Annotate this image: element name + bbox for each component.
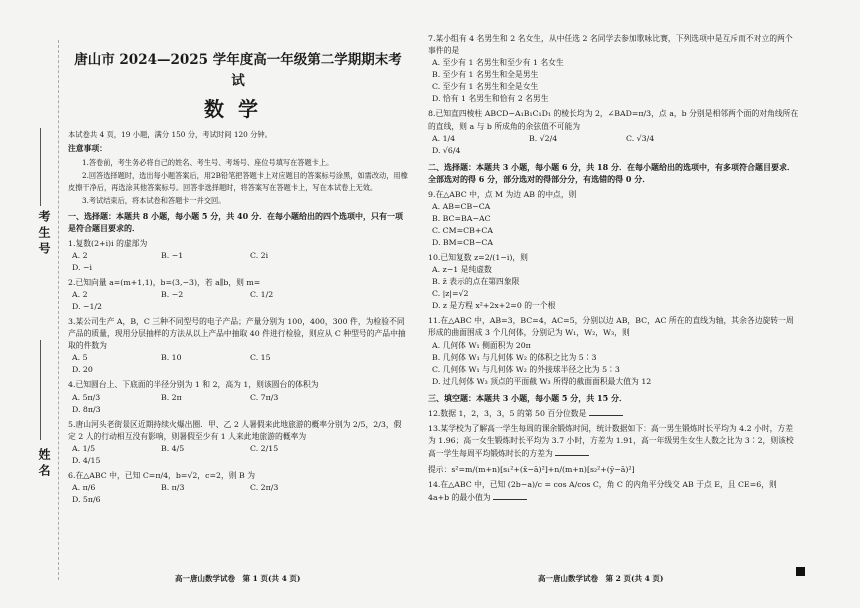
exam-no-label: 考生号 bbox=[37, 210, 51, 258]
exam-no-line bbox=[40, 128, 41, 206]
answer-option: A. 5 bbox=[72, 353, 88, 363]
answer-option: C. 7π/3 bbox=[250, 392, 279, 402]
question-stem: 10.已知复数 z=2/(1−i)，则 bbox=[428, 252, 528, 262]
option-list bbox=[428, 340, 800, 388]
option-list bbox=[428, 201, 800, 249]
answer-blank bbox=[589, 407, 623, 416]
answer-option: C. 2i bbox=[250, 250, 269, 260]
section-one-heading: 一、选择题：本题共 8 小题，每小题 5 分，共 40 分．在每小题给出的四个选项中，只有一项是符合题目要求的． bbox=[68, 210, 403, 234]
subject-title: 数学 bbox=[204, 96, 272, 121]
answer-option: A. π/6 bbox=[72, 483, 96, 493]
option-list bbox=[68, 289, 408, 313]
question bbox=[68, 419, 408, 467]
fill-question bbox=[428, 479, 800, 504]
option-list bbox=[428, 57, 800, 105]
answer-option: B. 10 bbox=[161, 353, 182, 363]
answer-option: D. −i bbox=[72, 262, 92, 272]
fill-question bbox=[428, 407, 800, 420]
question bbox=[428, 189, 800, 249]
answer-option: B. π/3 bbox=[161, 483, 185, 493]
answer-option: B. √2/4 bbox=[529, 133, 558, 143]
question-stem: 1.复数(2+i)i 的虚部为 bbox=[68, 238, 148, 248]
fill-question bbox=[428, 423, 800, 460]
answer-option: D. 20 bbox=[72, 365, 93, 375]
question-stem: 2.已知向量 a=(m+1,1)，b=(3,−3)，若 a∥b，则 m= bbox=[68, 277, 261, 287]
multi-choice-list bbox=[428, 189, 800, 388]
question-stem: 11.在△ABC 中，AB=3，BC=4，AC=5，分别以边 AB，BC，AC 所在的直线为轴，其余各边旋转一周形成的曲面围成 3 个几何体，分别记为 W₁，W₂，W₃，则 bbox=[428, 316, 794, 338]
answer-option: A. 5π/3 bbox=[72, 392, 101, 402]
answer-blank bbox=[493, 491, 527, 500]
answer-blank bbox=[555, 447, 589, 456]
answer-option: C. 1/2 bbox=[250, 289, 274, 299]
footer-page-one: 高一唐山数学试卷 第 1 页(共 4 页) bbox=[175, 574, 301, 583]
answer-option: D. 过几何体 W₃ 顶点的平面截 W₃ 所得的截面面积最大值为 12 bbox=[432, 376, 652, 386]
answer-option: C. 15 bbox=[250, 353, 271, 363]
answer-option: A. AB=CB−CA bbox=[432, 201, 491, 211]
answer-option: C. 至少有 1 名男生和全是女生 bbox=[432, 82, 539, 92]
name-line bbox=[40, 340, 41, 440]
page-one bbox=[68, 30, 408, 506]
answer-option: A. z−1 是纯虚数 bbox=[432, 265, 492, 275]
answer-option: B. −1 bbox=[161, 250, 184, 260]
option-list bbox=[68, 250, 408, 274]
question-stem: 9.在△ABC 中，点 M 为边 AB 的中点，则 bbox=[428, 189, 577, 199]
answer-option: C. |z|=√2 bbox=[432, 289, 469, 299]
answer-option: D. 8π/3 bbox=[72, 404, 101, 414]
answer-option: C. CM=CB+CA bbox=[432, 225, 493, 235]
fill-question-list bbox=[428, 407, 800, 504]
option-list bbox=[428, 133, 800, 157]
corner-mark bbox=[796, 567, 805, 576]
notice-item: 3.考试结束后，将本试卷和答题卡一并交回。 bbox=[82, 195, 226, 205]
question-stem: 5.唐山河头老街景区近期持续火爆出圈．甲、乙 2 人暑假来此地旅游的概率分别为 2/5，2/3，假定 2 人的行动相互没有影响，则暑假至少有 1 人来此地旅游的概率为 bbox=[68, 419, 402, 441]
name-label: 姓名 bbox=[37, 448, 51, 480]
fill-question bbox=[428, 464, 800, 476]
answer-option: B. −2 bbox=[161, 289, 184, 299]
question-stem: 3.某公司生产 A，B，C 三种不同型号的电子产品；产量分别为 100，400，300 件，为检验不同产品的质量，现用分层抽样的方法从以上产品中抽取 40 件进行检验，则应从 C 种型号的产品中抽取的件数为 bbox=[68, 317, 406, 351]
option-list bbox=[68, 392, 408, 416]
footer-page-two: 高一唐山数学试卷 第 2 页(共 4 页) bbox=[538, 574, 664, 583]
answer-option: A. 至少有 1 名男生和至少有 1 名女生 bbox=[432, 58, 564, 68]
notice-item: 1.答卷前，考生务必将自己的姓名、考生号、考场号、座位号填写在答题卡上。 bbox=[82, 158, 334, 168]
answer-option: A. 2 bbox=[72, 250, 88, 260]
answer-option: D. 5π/6 bbox=[72, 495, 101, 505]
page-two bbox=[428, 30, 800, 504]
option-list bbox=[68, 482, 408, 506]
answer-option: D. −1/2 bbox=[72, 302, 103, 312]
question-list-left bbox=[68, 238, 408, 507]
answer-option: A. 2 bbox=[72, 289, 88, 299]
answer-option: C. 2/15 bbox=[250, 443, 279, 453]
fill-question-text: 12.数据 1，2，3，3，5 的第 50 百分位数是 bbox=[428, 409, 587, 419]
answer-option: A. 几何体 W₁ 侧面积为 20π bbox=[432, 340, 531, 350]
notice-item: 2.回答选择题时，选出每小题答案后，用2B铅笔把答题卡上对应题目的答案标号涂黑，如需改动，用橡皮擦干净后，再选涂其他答案标号。回答非选择题时，将答案写在答题卡上，写在本试卷上无效。 bbox=[68, 171, 408, 192]
exam-title: 唐山市 2024—2025 学年度高一年级第二学期期末考试 bbox=[74, 52, 402, 89]
answer-option: B. 2π bbox=[161, 392, 182, 402]
exam-info: 本试卷共 4 页，19 小题，满分 150 分，考试时间 120 分钟。 bbox=[68, 129, 272, 139]
question bbox=[428, 108, 800, 156]
answer-option: A. 1/5 bbox=[72, 443, 96, 453]
notice-heading: 注意事项： bbox=[68, 144, 107, 154]
question-stem: 6.在△ABC 中，已知 C=π/4，b=√2，c=2，则 B 为 bbox=[68, 471, 256, 481]
answer-option: B. BC=BA−AC bbox=[432, 213, 491, 223]
question bbox=[428, 33, 800, 105]
question-stem: 8.已知直四棱柱 ABCD−A₁B₁C₁D₁ 的棱长均为 2，∠BAD=π/3，点 a，b 分别是相邻两个面的对角线所在的直线，则 a 与 b 所成角的余弦值不可能为 bbox=[428, 109, 799, 131]
question bbox=[428, 252, 800, 312]
question bbox=[68, 277, 408, 313]
question bbox=[68, 470, 408, 506]
answer-option: B. 4/5 bbox=[161, 443, 185, 453]
fill-question-text: 13.某学校为了解高一学生每周的课余锻炼时间，统计数据如下：高一男生锻炼时长平均为 4.2 小时，方差为 1.96；高一女生锻炼时长平均为 3.7 小时，方差为 1.91，高一年级男生女生人数之比为 3∶2，则该校高一学生每周平均锻炼时长的方差为 bbox=[428, 424, 794, 459]
answer-option: D. 4/15 bbox=[72, 455, 101, 465]
option-list bbox=[68, 352, 408, 376]
fill-question-text: 提示：s²=m/(m+n)[s₁²+(x̄−ā)²]+n/(m+n)[s₂²+(ȳ−ā)²] bbox=[428, 464, 635, 474]
option-list bbox=[428, 264, 800, 312]
section-two-heading: 二、选择题：本题共 3 小题，每小题 6 分，共 18 分．在每小题给出的选项中，有多项符合题目要求．全部选对的得 6 分，部分选对的得部分分，有选错的得 0 分． bbox=[428, 161, 795, 185]
answer-option: B. 至少有 1 名男生和全是男生 bbox=[432, 70, 539, 80]
answer-option: D. BM=CB−CA bbox=[432, 237, 494, 247]
answer-option: C. √3/4 bbox=[626, 133, 655, 143]
question bbox=[68, 379, 408, 415]
notice-list bbox=[68, 157, 408, 206]
answer-option: A. 1/4 bbox=[432, 133, 456, 143]
question-stem: 7.某小组有 4 名男生和 2 名女生，从中任选 2 名同学去参加歌咏比赛，下列选项中是互斥而不对立的两个事件的是 bbox=[428, 34, 793, 56]
answer-option: D. z 是方程 x²+2x+2=0 的一个根 bbox=[432, 301, 556, 311]
answer-option: C. 几何体 W₁ 与几何体 W₂ 的外接球半径之比为 5∶3 bbox=[432, 364, 620, 374]
answer-option: D. √6/4 bbox=[432, 145, 461, 155]
section-three-heading: 三、填空题：本题共 3 小题，每小题 5 分，共 15 分． bbox=[428, 392, 627, 403]
answer-option: C. 2π/3 bbox=[250, 483, 279, 493]
cut-line bbox=[58, 40, 59, 580]
question-stem: 4.已知圆台上、下底面的半径分别为 1 和 2，高为 1，则该圆台的体积为 bbox=[68, 380, 319, 390]
question-list-right bbox=[428, 33, 800, 157]
fill-question-text: 14.在△ABC 中，已知 (2b−a)/c = cos A/cos C，角 C 的内角平分线交 AB 于点 E，且 CE=6，则 4a+b 的最小值为 bbox=[428, 479, 777, 502]
answer-option: B. 几何体 W₁ 与几何体 W₂ 的体积之比为 5∶3 bbox=[432, 352, 597, 362]
question bbox=[68, 238, 408, 274]
binding-margin bbox=[0, 0, 62, 608]
option-list bbox=[68, 443, 408, 467]
question bbox=[428, 315, 800, 387]
answer-option: D. 恰有 1 名男生和恰有 2 名男生 bbox=[432, 94, 549, 104]
question bbox=[68, 316, 408, 376]
answer-option: B. z̄ 表示的点在第四象限 bbox=[432, 277, 520, 287]
